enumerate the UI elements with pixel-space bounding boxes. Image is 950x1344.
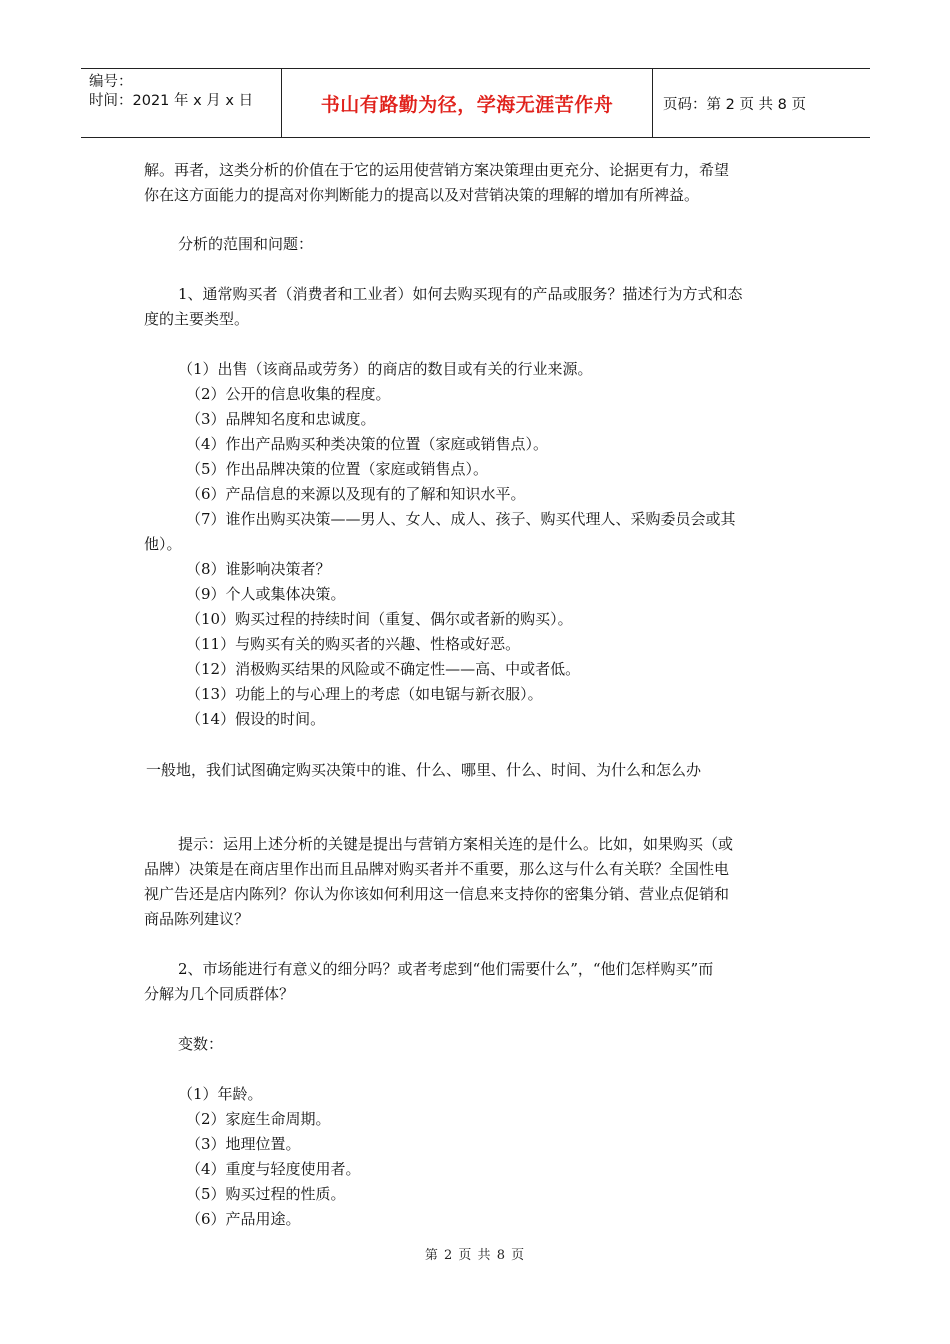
intro-paragraph-line: 解。再者，这类分析的价值在于它的运用使营销方案决策理由更充分、论据更有力，希望 — [144, 161, 730, 179]
list-item: （11）与购买有关的购买者的兴趣、性格或好恶。 — [186, 635, 521, 653]
list-item: （5）作出品牌决策的位置（家庭或销售点）。 — [186, 460, 489, 478]
list-item: （2）公开的信息收集的程度。 — [186, 385, 391, 403]
list-item: （3）品牌知名度和忠诚度。 — [186, 410, 376, 428]
list-item: （7）谁作出购买决策——男人、女人、成人、孩子、购买代理人、采购委员会或其 — [186, 510, 736, 528]
list-item: （9）个人或集体决策。 — [186, 585, 346, 603]
list-item: （12）消极购买结果的风险或不确定性——高、中或者低。 — [186, 660, 581, 678]
intro-paragraph-line: 你在这方面能力的提高对你判断能力的提高以及对营销决策的理解的增加有所裨益。 — [144, 186, 700, 204]
list-item: （5）购买过程的性质。 — [186, 1185, 346, 1203]
list-item: （1）出售（该商品或劳务）的商店的数目或有关的行业来源。 — [178, 360, 593, 378]
header-info-cell — [81, 69, 282, 137]
list-item-continuation: 他）。 — [144, 535, 182, 553]
scope-heading: 分析的范围和问题： — [178, 235, 314, 253]
tip-paragraph-line: 商品陈列建议？ — [144, 910, 250, 928]
tip-paragraph-line: 视广告还是店内陈列？你认为你该如何利用这一信息来支持你的密集分销、营业点促销和 — [144, 885, 730, 903]
page-footer: 第 2 页 共 8 页 — [424, 1248, 526, 1263]
list-item: （14）假设的时间。 — [186, 710, 326, 728]
tip-paragraph-line: 提示：运用上述分析的关键是提出与营销方案相关连的是什么。比如，如果购买（或 — [178, 835, 734, 853]
list-item: （13）功能上的与心理上的考虑（如电锯与新衣服）。 — [186, 685, 543, 703]
header-motto: 书山有路勤为径，学海无涯苦作舟 — [282, 69, 653, 137]
list-item: （10）购买过程的持续时间（重复、偶尔或者新的购买）。 — [186, 610, 573, 628]
list-item: （6）产品用途。 — [186, 1210, 301, 1228]
document-header — [81, 68, 870, 138]
general-statement: 一般地，我们试图确定购买决策中的谁、什么、哪里、什么、时间、为什么和怎么办 — [146, 761, 702, 779]
list-item: （8）谁影响决策者？ — [186, 560, 331, 578]
question-2-line: 2、市场能进行有意义的细分吗？或者考虑到“他们需要什么”，“他们怎样购买”而 — [178, 960, 714, 978]
question-2-line: 分解为几个同质群体？ — [144, 985, 295, 1003]
question-1-line: 1、通常购买者（消费者和工业者）如何去购买现有的产品或服务？描述行为方式和态 — [178, 285, 743, 303]
document-time-label: 时间：2021 年 x 月 x 日 — [89, 93, 254, 109]
list-item: （3）地理位置。 — [186, 1135, 301, 1153]
list-item: （4）作出产品购买种类决策的位置（家庭或销售点）。 — [186, 435, 549, 453]
list-item: （6）产品信息的来源以及现有的了解和知识水平。 — [186, 485, 526, 503]
question-1-line: 度的主要类型。 — [144, 310, 250, 328]
list-item: （4）重度与轻度使用者。 — [186, 1160, 361, 1178]
document-number-label: 编号： — [89, 74, 133, 90]
list-item: （1）年龄。 — [178, 1085, 263, 1103]
tip-paragraph-line: 品牌）决策是在商店里作出而且品牌对购买者并不重要，那么这与什么有关联？全国性电 — [144, 860, 730, 878]
header-page-number: 页码：第 2 页 共 8 页 — [663, 96, 806, 113]
variables-heading: 变数： — [178, 1035, 224, 1053]
list-item: （2）家庭生命周期。 — [186, 1110, 331, 1128]
